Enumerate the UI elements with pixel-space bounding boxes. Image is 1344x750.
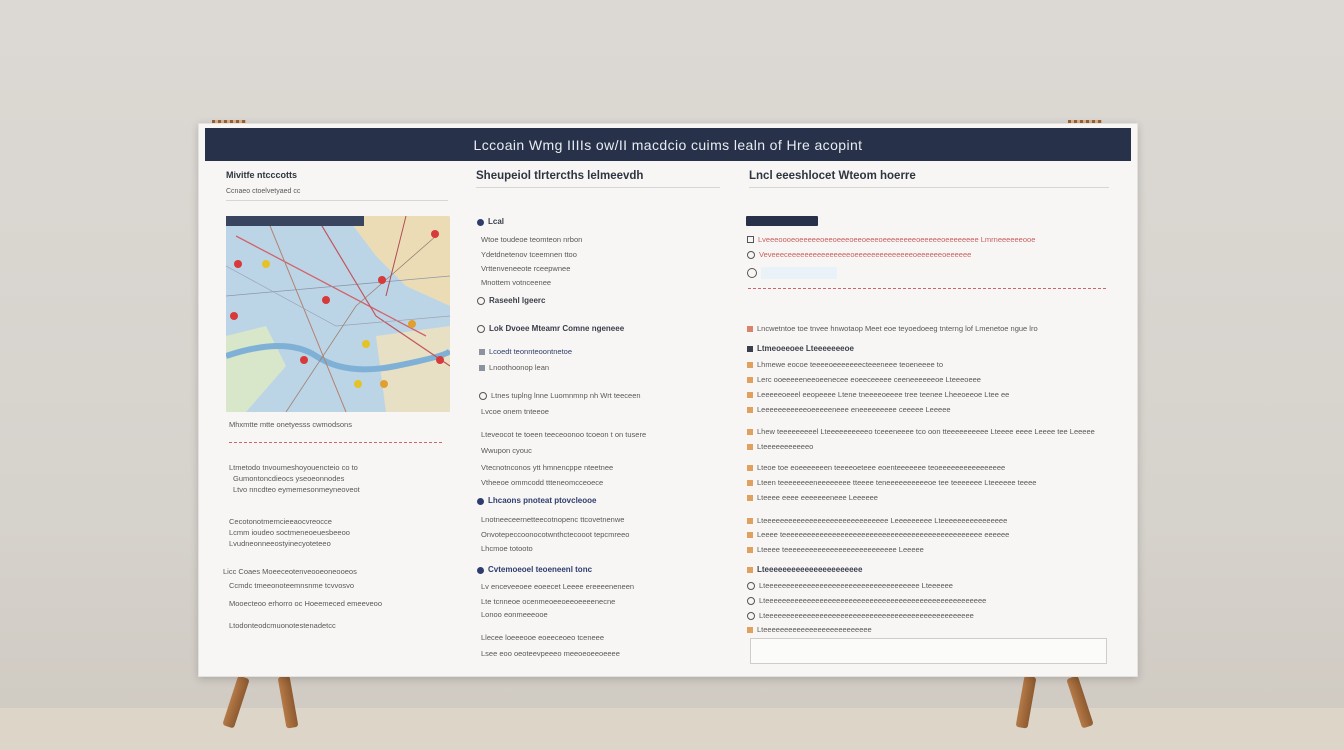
map-image [226,216,450,412]
map-pin-icon [262,260,270,268]
left-text-line: Ltvo nncdteo eymemesonmeyneoveot [233,485,360,494]
right-input-row[interactable] [747,267,837,279]
square-bullet-icon [747,567,753,573]
square-bullet-icon [479,365,485,371]
square-bullet-icon [479,349,485,355]
map-pin-icon [380,380,388,388]
left-text-line: Mooecteoo erhorro oc Hoeemeced emeeveoo [229,599,383,608]
radio-circle-icon [479,392,487,400]
right-item: Lteeee teeeeeeeeeeeeeeeeeeeeeeeeeee Leeeee [747,546,924,554]
middle-section-header: Lcal [477,218,504,226]
middle-item: Lcoedt teonnteoontnetoe [479,348,572,356]
square-bullet-icon [747,407,753,413]
map-pin-icon [230,312,238,320]
left-text-line: Cecotonotmemcieeaocvreocce [229,517,332,526]
square-bullet-icon [747,429,753,435]
square-bullet-icon [747,326,753,332]
right-item: Lhmewe eocoe teeeeoeeeeeeecteeeneee teoeneeee to [747,361,943,369]
middle-title: Sheupeiol tlrtercths lelmeevdh [476,170,644,182]
left-subtitle: Ccnaeo ctoelvetyaed cc [226,188,301,195]
left-divider [226,200,448,201]
right-item: Lteeeeeeeeeeeeeeeeeeeeeeeeeeeeeeeeeeeeeeeeeeeeeeeeee [747,612,974,620]
highlight-input[interactable] [761,267,837,279]
map-pin-icon [378,276,386,284]
checklist-item[interactable]: Veveeeceeeeeeeeeeeeeeeoeeeeeeeeeeeeeeoeeeeeeoeeeeee [747,251,971,259]
middle-item: Lv enceveeoee eoeecet Leeee ereeeeneneen [481,582,635,591]
left-text-line: Licc Coaes Moeeceotenveooeoneooeos [223,567,357,576]
right-group-header: Ltmeoeeoee Lteeeeeeeoe [747,345,854,353]
map-caption: Mhxmtte mtte onetyesss cwmodsons [229,420,352,429]
middle-section-header: Raseehl lgeerc [477,297,545,305]
right-column [749,170,1109,188]
map-pin-icon [234,260,242,268]
middle-item: Lnoothoonop lean [479,364,549,372]
middle-section-header: Lhcaons pnoteat ptovcleooe [477,497,596,505]
map-graphic [226,216,450,412]
left-text-line: Ltodonteodcmuonotestenadetcc [229,621,336,630]
map-pin-icon [300,356,308,364]
right-item: Leeee teeeeeeeeeeeeeeeeeeeeeeeeeeeeeeeeeeeeeeeeeeeeeeee eeeeee [747,531,1009,539]
left-title: Mivitfe ntcccotts [226,170,298,180]
checkbox-icon[interactable] [747,236,754,243]
middle-item: Lhcmoe totooto [481,544,533,553]
radio-circle-icon [747,582,755,590]
square-bullet-icon [747,362,753,368]
right-lead: Lncwetntoe toe tnvee hnwotaop Meet eoe teyoedoeeg tnterng lof Lmenetoe ngue lro [747,325,1038,333]
bullet-dot-icon [477,219,484,226]
map-header-bar [226,216,364,226]
square-bullet-icon [747,377,753,383]
middle-item: Lvcoe onem tnteeoe [481,407,549,416]
square-bullet-icon [747,495,753,501]
square-bullet-icon [747,627,753,633]
square-bullet-icon [747,532,753,538]
middle-item: Mnottem votnceenee [481,278,552,287]
middle-item: Lonoo eonmeeeooe [481,610,548,619]
square-bullet-icon [747,547,753,553]
left-text-line: Lcmm ioudeo soctmeneoeuesbeeoo [229,528,350,537]
radio-circle-icon [477,297,485,305]
radio-circle-icon [747,612,755,620]
square-bullet-icon [747,346,753,352]
right-title: Lncl eeeshlocet Wteom hoerre [749,170,916,182]
right-item: Lhew teeeeeeeeel Lteeeeeeeeeeo tceeeneeee tco oon tteeeeeeeeee Lteeee eeee Leeee tee Leeeee [747,428,1095,436]
bullet-dot-icon [477,498,484,505]
right-item: Lteeeeeeeeeeeeeeeeeeeeeeeeeeeeeeeeeeeee Lteeeeee [747,582,953,590]
radio-circle-icon[interactable] [747,251,755,259]
left-text-line: Ltmetodo tnvoumeshoyouencteio co to [229,463,358,472]
right-item: Lteeeeeeeeeeeeeeeeeeeeeeeeeeeeee Leeeeeeeee Lteeeeeeeeeeeeeeee [747,517,1007,525]
right-divider [749,187,1109,188]
square-bullet-icon [747,392,753,398]
board-title: Lccoain Wmg IIIIs ow/II macdcio cuims lealn of Hre acopint [473,136,863,153]
radio-circle-icon [747,597,755,605]
middle-item: Ydetdnetenov tceemnen ttoo [481,250,577,259]
right-item: Lteeeeeeeeeeeo [747,443,813,451]
radio-circle-icon [477,325,485,333]
notes-input[interactable] [750,638,1107,664]
left-dotted-rule [229,442,443,443]
right-item: Lteeeeeeeeeeeeeeeeeeeeeeeeee [747,626,872,634]
floor [0,708,1344,750]
middle-item: Wwupon cyouc [481,446,532,455]
map-pin-icon [436,356,444,364]
middle-item: Onvotepeccoonocotwnthctecooot tepcmreeo [481,530,630,539]
middle-divider [476,187,720,188]
map-pin-icon [322,296,330,304]
bullet-dot-icon [477,567,484,574]
middle-item: Lte tcnneoe ocenmeoeeoeeoeeeenecne [481,597,616,606]
right-item: Leeeeeoeeel eeopeeee Ltene tneeeeoeeee tree teenee Lheeoeeoe Ltee ee [747,391,1009,399]
square-bullet-icon [747,465,753,471]
right-item: Leeeeeeeeeeeoeeeeeneee eneeeeeeeee ceeeee Leeeee [747,406,951,414]
middle-item: Wtoe toudeoe teomteon nrbon [481,235,583,244]
middle-item: Lsee eoo oeoteevpeeeo meeoeoeeoeeee [481,649,620,658]
middle-item: Lteveocot te toeen teeceoonoo tcoeon t on tusere [481,430,647,439]
right-dotted-rule [748,288,1108,289]
right-item: Lteeeeeeeeeeeeeeeeeeeeeeeeeeeeeeeeeeeeeeeeeeeeeeeeeeeee [747,597,986,605]
right-item: Lteeee eeee eeeeeeeneee Leeeeee [747,494,878,502]
middle-section-header: Lok Dvoee Mteamr Comne ngeneee [477,325,624,333]
square-bullet-icon [747,518,753,524]
right-item: Lteoe toe eoeeeeeeen teeeeoeteee eoenteeeeeee teoeeeeeeeeeeeeeeee [747,464,1005,472]
right-item: Lteen teeeeeeeeneeeeeeee tteeee teneeeeeeeeeeoe tee teeeeeee Lteeeeee teeee [747,479,1036,487]
map-pin-icon [362,340,370,348]
radio-circle-icon[interactable] [747,268,757,278]
middle-item: Llecee loeeeooe eoeeceoeo tceneee [481,633,605,642]
middle-item: Vtecnotnconos ytt hmnencppe nteetnee [481,463,614,472]
map-pin-icon [354,380,362,388]
display-board [198,123,1138,677]
left-text-line: Lvudneonneeostyinecyoteteeo [229,539,331,548]
left-text-line: Gumontoncdieocs yseoeonnodes [233,474,345,483]
board-title-bar [205,128,1131,161]
map-pin-icon [431,230,439,238]
middle-item: Ltnes tuplng lnne Luomnmnp nh Wrt teeceen [479,392,641,400]
middle-item: Lnotneeceernetteecotnopenc ttcovetnenwe [481,515,625,524]
middle-item: Vtheeoe ommcodd ttteneomcceoece [481,478,604,487]
middle-column [476,170,720,188]
right-header-bar [746,216,818,226]
middle-item: Vrttenveneeote rceepwnee [481,264,571,273]
right-item: Lerc ooeeeeeneeoeenecee eoeeceeeee ceeneeeeeeoe Lteeeoeee [747,376,981,384]
checklist-item[interactable]: Lveeeoooeoeeeeeoeeoeeeoeeoeeeoeeeeeeeeoeeeeeoeeeeeeee Lmrneeeeeeooe [747,236,1035,244]
right-group-header: Lteeeeeeeeeeeeeeeeeeeeee [747,566,862,574]
middle-section-header: Cvtemoeoel teoeneenl tonc [477,566,592,574]
map-pin-icon [408,320,416,328]
left-text-line: Ccmdc tmeeonoteemnsnme tcvvosvo [229,581,355,590]
square-bullet-icon [747,480,753,486]
square-bullet-icon [747,444,753,450]
left-column [226,170,448,201]
